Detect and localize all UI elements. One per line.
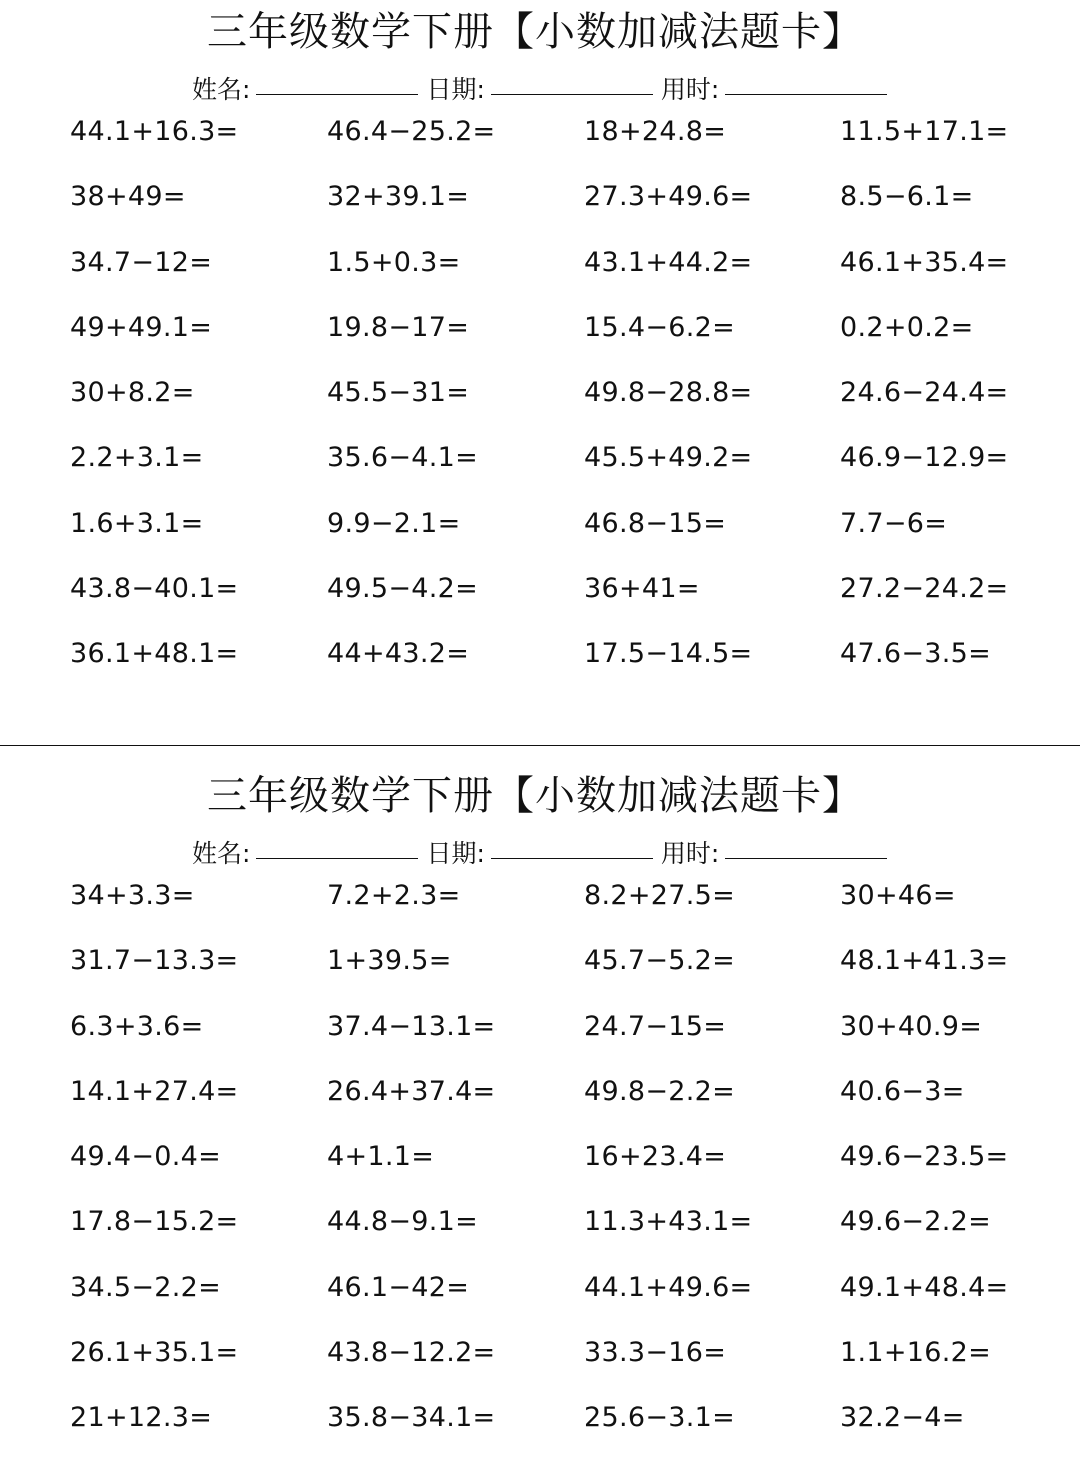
time-blank [725, 93, 887, 95]
date-label: 日期: [426, 75, 485, 104]
math-problem: 16+23.4= [584, 1141, 727, 1173]
math-problem: 17.8−15.2= [70, 1206, 239, 1238]
math-problem: 49.8−2.2= [584, 1075, 736, 1107]
math-problem: 34.7−12= [70, 246, 213, 278]
math-problem: 49.1+48.4= [840, 1271, 1009, 1303]
math-problem: 45.5−31= [327, 377, 470, 409]
math-problem: 31.7−13.3= [70, 945, 239, 977]
math-problem: 37.4−13.1= [327, 1010, 496, 1042]
math-problem: 1.6+3.1= [70, 507, 204, 539]
name-blank [256, 857, 418, 859]
math-problem: 34+3.3= [70, 880, 195, 911]
time-label: 用时: [660, 839, 720, 868]
math-problem: 8.5−6.1= [840, 181, 974, 213]
math-problem: 44.1+16.3= [70, 116, 239, 147]
problem-grid [70, 874, 1070, 1462]
math-problem: 36+41= [584, 573, 700, 605]
math-problem: 1.1+16.2= [840, 1337, 992, 1369]
math-problem: 46.4−25.2= [327, 116, 496, 147]
math-problem: 44.1+49.6= [584, 1271, 753, 1303]
worksheet-card-1 [0, 0, 1080, 700]
math-problem: 2.2+3.1= [70, 442, 204, 474]
math-problem: 43.8−12.2= [327, 1337, 496, 1369]
math-problem: 49.8−28.8= [584, 377, 753, 409]
math-problem: 30+40.9= [840, 1010, 983, 1042]
math-problem: 26.1+35.1= [70, 1337, 239, 1369]
math-problem: 24.7−15= [584, 1010, 727, 1042]
time-field [661, 72, 887, 108]
math-problem: 46.8−15= [584, 507, 727, 539]
math-problem: 27.3+49.6= [584, 181, 753, 213]
math-problem: 35.8−34.1= [327, 1402, 496, 1434]
worksheet-title: 三年级数学下册【小数加减法题卡】 [207, 773, 863, 819]
math-problem: 43.1+44.2= [584, 246, 753, 278]
math-problem: 34.5−2.2= [70, 1271, 222, 1303]
time-blank [725, 857, 887, 859]
time-field [661, 836, 887, 872]
math-problem: 21+12.3= [70, 1402, 213, 1434]
date-field [426, 72, 652, 108]
math-problem: 8.2+27.5= [584, 880, 736, 911]
math-problem: 6.3+3.6= [70, 1010, 204, 1042]
date-field [426, 836, 652, 872]
date-blank [491, 93, 653, 95]
name-label: 姓名: [192, 839, 251, 868]
student-info-line [192, 836, 895, 872]
math-problem: 4+1.1= [327, 1141, 435, 1173]
math-problem: 45.5+49.2= [584, 442, 753, 474]
math-problem: 46.1−42= [327, 1271, 470, 1303]
name-label: 姓名: [192, 75, 251, 104]
math-problem: 49+49.1= [70, 311, 213, 343]
math-problem: 11.3+43.1= [584, 1206, 753, 1238]
problem-grid [70, 110, 1070, 698]
math-problem: 44+43.2= [327, 638, 470, 670]
date-label: 日期: [426, 839, 485, 868]
time-label: 用时: [660, 75, 720, 104]
math-problem: 32.2−4= [840, 1402, 965, 1434]
math-problem: 1.5+0.3= [327, 246, 461, 278]
math-problem: 49.6−2.2= [840, 1206, 992, 1238]
math-problem: 36.1+48.1= [70, 638, 239, 670]
math-problem: 49.4−0.4= [70, 1141, 222, 1173]
name-blank [256, 93, 418, 95]
worksheet-title: 三年级数学下册【小数加减法题卡】 [207, 9, 863, 55]
math-problem: 0.2+0.2= [840, 311, 974, 343]
math-problem: 38+49= [70, 181, 186, 213]
math-problem: 32+39.1= [327, 181, 470, 213]
math-problem: 40.6−3= [840, 1075, 965, 1107]
math-problem: 1+39.5= [327, 945, 452, 977]
math-problem: 7.2+2.3= [327, 880, 461, 911]
student-info-line [192, 72, 895, 108]
math-problem: 15.4−6.2= [584, 311, 736, 343]
math-problem: 33.3−16= [584, 1337, 727, 1369]
math-problem: 19.8−17= [327, 311, 470, 343]
name-field [192, 72, 418, 108]
math-problem: 9.9−2.1= [327, 507, 461, 539]
math-problem: 7.7−6= [840, 507, 948, 539]
math-problem: 35.6−4.1= [327, 442, 479, 474]
math-problem: 43.8−40.1= [70, 573, 239, 605]
math-problem: 49.5−4.2= [327, 573, 479, 605]
math-problem: 18+24.8= [584, 116, 727, 147]
math-problem: 14.1+27.4= [70, 1075, 239, 1107]
math-problem: 30+46= [840, 880, 956, 911]
math-problem: 11.5+17.1= [840, 116, 1009, 147]
math-problem: 25.6−3.1= [584, 1402, 736, 1434]
math-problem: 17.5−14.5= [584, 638, 753, 670]
math-problem: 24.6−24.4= [840, 377, 1009, 409]
math-problem: 46.1+35.4= [840, 246, 1009, 278]
math-problem: 26.4+37.4= [327, 1075, 496, 1107]
math-problem: 30+8.2= [70, 377, 195, 409]
date-blank [491, 857, 653, 859]
math-problem: 46.9−12.9= [840, 442, 1009, 474]
math-problem: 47.6−3.5= [840, 638, 992, 670]
worksheet-card-2 [0, 764, 1080, 1464]
math-problem: 48.1+41.3= [840, 945, 1009, 977]
math-problem: 44.8−9.1= [327, 1206, 479, 1238]
card-divider [0, 745, 1080, 746]
math-problem: 27.2−24.2= [840, 573, 1009, 605]
math-problem: 49.6−23.5= [840, 1141, 1009, 1173]
math-problem: 45.7−5.2= [584, 945, 736, 977]
name-field [192, 836, 418, 872]
